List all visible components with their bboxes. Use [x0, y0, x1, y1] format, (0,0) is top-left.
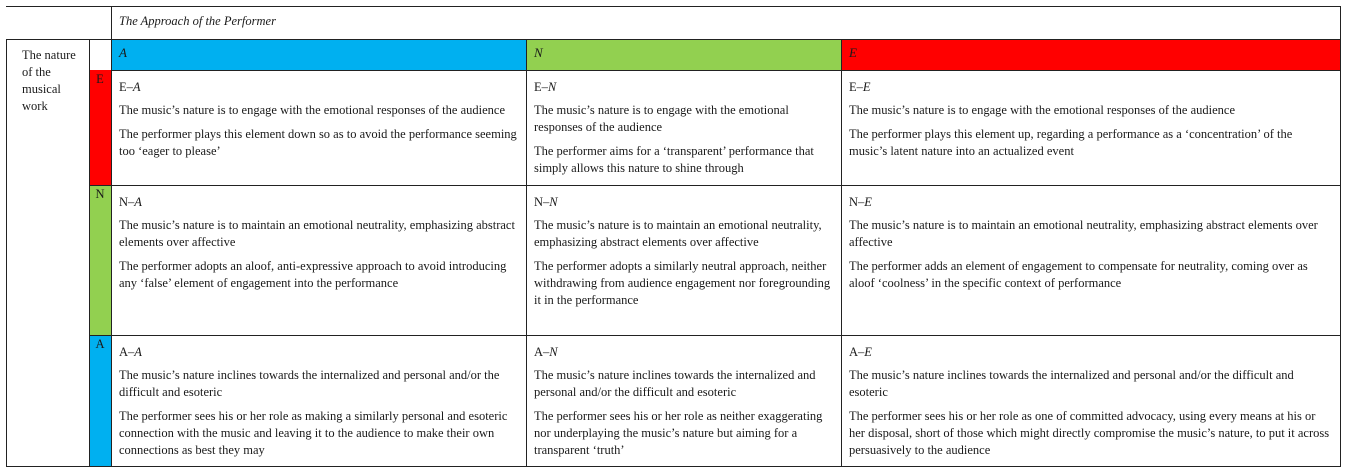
row-header-A — [89, 335, 111, 466]
table-cell-E-N — [526, 73, 841, 185]
table-cell-A-E — [841, 338, 1340, 466]
grid-line — [6, 6, 1341, 7]
row-group-label-text: The nature of the musical work — [22, 48, 76, 113]
table-cell-E-E — [841, 73, 1340, 185]
cell-approach-text: The performer sees his or her role as one of committed advocacy, using every means at his or her disposal, short of those which might directly compromise the music’s nature, to put it across persuasively to the audience — [849, 409, 1330, 457]
cell-code: E–A — [119, 80, 141, 94]
table-cell-E-A — [111, 73, 526, 185]
cell-approach-text: The performer sees his or her role as neither exaggerating nor underplaying the music’s nature but aiming for a transparent ‘truth’ — [534, 409, 823, 457]
grid-line — [6, 39, 7, 467]
cell-nature-text: The music’s nature inclines towards the internalized and personal and/or the difficult and esoteric — [849, 368, 1294, 399]
table-cell-N-E — [841, 188, 1340, 335]
column-header-E — [841, 39, 1340, 70]
column-header-N-label: N — [534, 45, 543, 60]
grid-line — [89, 335, 1341, 336]
cell-approach-text: The performer adds an element of engagement to compensate for neutrality, coming over as aloof ‘coolness’ in the specific context of performance — [849, 259, 1308, 290]
cell-approach-text: The performer sees his or her role as making a similarly personal and esoteric connection with the music and leaving it to the audience to make their own connections as best they may — [119, 409, 508, 457]
column-header-N — [526, 39, 841, 70]
grid-line — [89, 39, 90, 467]
table-cell-A-N — [526, 338, 841, 466]
row-header-N-label: N — [95, 187, 105, 201]
cell-nature-text: The music’s nature inclines towards the internalized and personal and/or the difficult and esoteric — [119, 368, 500, 399]
table-cell-N-A — [111, 188, 526, 335]
cell-approach-text: The performer plays this element up, regarding a performance as a ‘concentration’ of the music’s latent nature into an actualized event — [849, 127, 1293, 158]
column-header-A-label: A — [119, 45, 127, 60]
grid-line — [526, 39, 527, 467]
grid-line — [89, 185, 1341, 186]
cell-code: E–N — [534, 80, 557, 94]
grid-line — [841, 39, 842, 467]
grid-line — [111, 6, 112, 467]
table-cell-A-A — [111, 338, 526, 466]
cell-approach-text: The performer plays this element down so as to avoid the performance seeming too ‘eager to please’ — [119, 127, 517, 158]
column-header-E-label: E — [849, 45, 857, 60]
cell-nature-text: The music’s nature is to maintain an emotional neutrality, emphasizing abstract elements over affective — [119, 218, 515, 249]
cell-nature-text: The music’s nature is to engage with the emotional responses of the audience — [534, 103, 789, 134]
cell-code: E–E — [849, 80, 871, 94]
column-header-A — [111, 39, 526, 70]
cell-nature-text: The music’s nature is to maintain an emotional neutrality, emphasizing abstract elements over affective — [849, 218, 1318, 249]
row-header-N — [89, 185, 111, 335]
row-header-E-label: E — [96, 72, 104, 86]
cell-code: N–E — [849, 195, 872, 209]
cell-nature-text: The music’s nature is to engage with the emotional responses of the audience — [849, 103, 1235, 117]
cell-code: N–A — [119, 195, 142, 209]
cell-approach-text: The performer adopts an aloof, anti-expressive approach to avoid introducing any ‘false’ element of engagement into the performance — [119, 259, 507, 290]
cell-nature-text: The music’s nature is to maintain an emotional neutrality, emphasizing abstract elements over affective — [534, 218, 822, 249]
table-title-text: The Approach of the Performer — [119, 14, 276, 28]
row-header-E — [89, 70, 111, 185]
cell-approach-text: The performer adopts a similarly neutral approach, neither withdrawing from audience engagement nor foregrounding it in the performance — [534, 259, 831, 307]
row-group-label — [8, 41, 89, 141]
grid-line — [1340, 6, 1341, 467]
cell-code: A–E — [849, 345, 872, 359]
cell-code: N–N — [534, 195, 558, 209]
table-title — [119, 14, 719, 32]
cell-nature-text: The music’s nature inclines towards the internalized and personal and/or the difficult and esoteric — [534, 368, 816, 399]
grid-line — [111, 70, 1341, 71]
grid-line — [6, 466, 1341, 467]
cell-nature-text: The music’s nature is to engage with the emotional responses of the audience — [119, 103, 505, 117]
table-cell-N-N — [526, 188, 841, 335]
row-header-A-label: A — [95, 337, 105, 351]
cell-code: A–N — [534, 345, 558, 359]
cell-code: A–A — [119, 345, 142, 359]
cell-approach-text: The performer aims for a ‘transparent’ performance that simply allows this nature to shine through — [534, 144, 814, 175]
grid-line — [6, 39, 1341, 40]
